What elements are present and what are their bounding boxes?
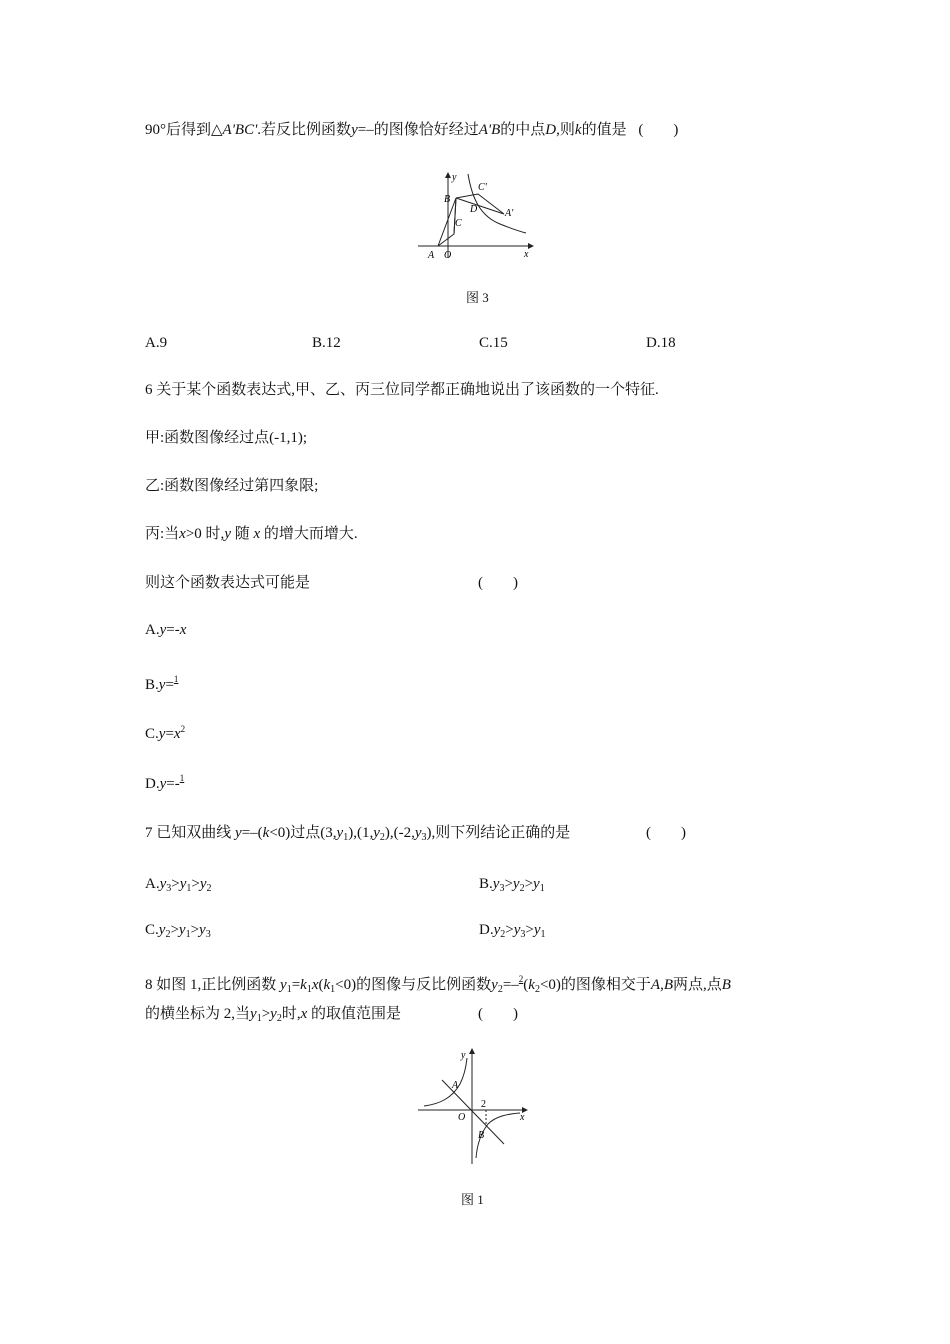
q8-figure xyxy=(410,1044,536,1168)
q6-option-c: $C.y=x^2$ xyxy=(145,724,186,742)
q7-option-d: $D.y_2>y_3>y_1$ xyxy=(479,922,546,940)
q8-label-y: y xyxy=(461,1050,466,1061)
q8-label-2: 2 xyxy=(481,1099,486,1110)
q7-option-a: $A.y_3>y_1>y_2$ xyxy=(145,876,212,894)
q8-answer-paren: ( ) xyxy=(478,1006,518,1022)
q5-option-a: A.9 xyxy=(145,335,168,351)
q8-label-x: x xyxy=(520,1112,525,1123)
q5-option-d: D.18 xyxy=(646,335,676,351)
q5-label-c: C xyxy=(455,218,462,229)
q5-option-b: B.12 xyxy=(312,335,341,351)
q6-option-b: B.y=$^1$ xyxy=(145,674,179,693)
q8-label-a: A xyxy=(452,1080,459,1091)
q6-yi: 乙:函数图像经过第四象限; xyxy=(145,478,319,494)
q6-ask: 则这个函数表达式可能是 xyxy=(145,575,311,591)
q8-stem-line2: 的横坐标为 2,当$y_1>y_2$时,x 的取值范围是 xyxy=(145,1006,402,1024)
q6-option-d: D.y=-$^1$ xyxy=(145,773,185,792)
q5-label-y: y xyxy=(452,172,457,183)
q5-figure xyxy=(410,168,540,264)
q6-bing: 丙:当x>0 时,y 随 x 的增大而增大. xyxy=(145,526,358,542)
q5-label-d: D xyxy=(470,204,478,215)
q7-stem: 7 已知双曲线 y=–(k<0)过点$(3,y_1),(1,y_2),(-2,y_3)$,则下列结论正确的是 xyxy=(145,825,571,843)
q5-option-c: C.15 xyxy=(479,335,508,351)
q8-label-o: O xyxy=(458,1112,466,1123)
q5-x-arrow xyxy=(528,243,534,249)
q5-y-arrow xyxy=(445,172,451,178)
q7-option-b: $B.y_3>y_2>y_1$ xyxy=(479,876,545,894)
q8-label-b: B xyxy=(478,1130,485,1141)
q5-label-x: x xyxy=(524,249,529,260)
q5-label-o: O xyxy=(444,250,452,261)
q8-y-arrow xyxy=(469,1048,475,1054)
q7-option-c: $C.y_2>y_1>y_3$ xyxy=(145,922,211,940)
q5-figure-caption: 图 3 xyxy=(466,290,489,305)
q5-stem: 90°后得到△A'BC'.若反比例函数y=–的图像恰好经过A'B的中点D,则k的值是 ( ) xyxy=(145,122,679,138)
q5-answer-paren: ( ) xyxy=(638,122,679,138)
q5-label-b: B xyxy=(444,194,451,205)
q7-answer-paren: ( ) xyxy=(646,825,686,841)
q5-triangle-apbcp xyxy=(456,194,504,214)
q6-answer-paren: ( ) xyxy=(478,575,518,591)
q5-label-ap: A' xyxy=(505,208,514,219)
q5-triangle-abc xyxy=(438,198,456,246)
q5-label-cp: C' xyxy=(478,182,487,193)
q6-stem: 6 关于某个函数表达式,甲、乙、丙三位同学都正确地说出了该函数的一个特征. xyxy=(145,382,659,398)
q8-figure-caption: 图 1 xyxy=(461,1192,484,1207)
q8-stem-line1: 8 如图 1,正比例函数 $y_1=k_1x(k_1<0)$的图像与反比例函数$y_2=-^2(k_2<0)$的图像相交于A,B两点,点B xyxy=(145,974,731,995)
q6-option-a: A.y=-x xyxy=(145,622,187,638)
q5-label-a: A xyxy=(428,250,435,261)
q6-jia: 甲:函数图像经过点(-1,1); xyxy=(145,430,308,446)
